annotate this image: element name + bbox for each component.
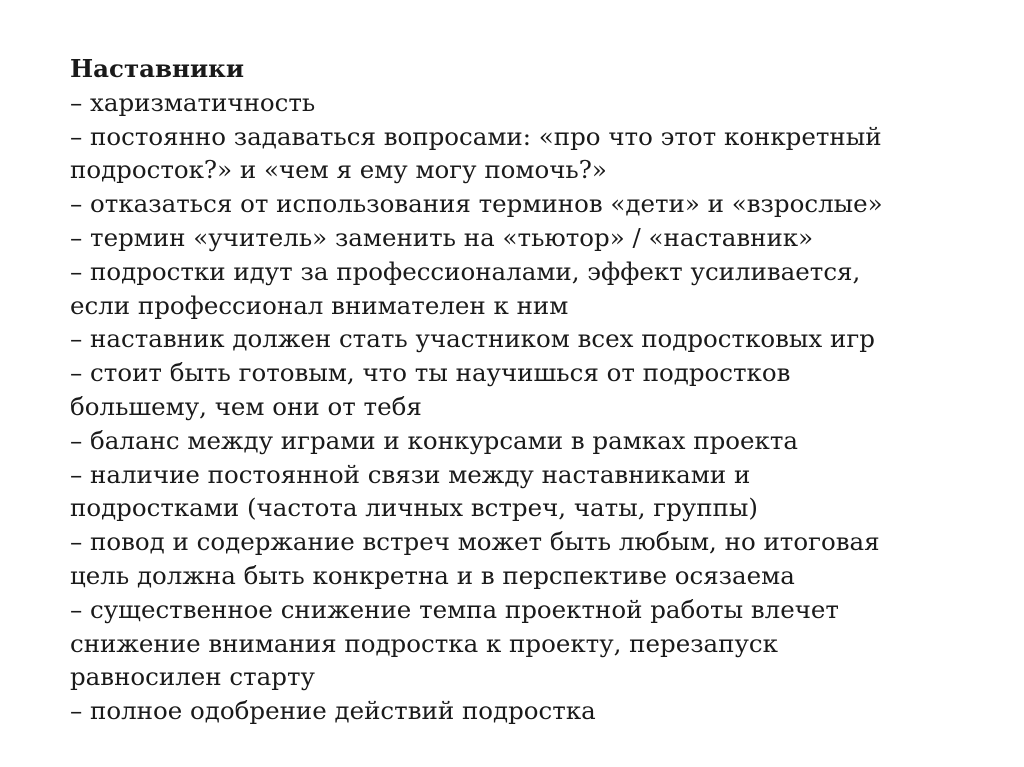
text-line: – харизматичность: [70, 87, 316, 117]
text-line: – отказаться от использования терминов «дети» и «взрослые»: [70, 189, 883, 219]
slide-title: Наставники: [70, 54, 244, 83]
text-line: – полное одобрение действий подростка: [70, 696, 596, 726]
text-line: – стоит быть готовым, что ты научишься от подростков: [70, 358, 791, 388]
text-line: равносилен старту: [70, 662, 315, 692]
text-line: – существенное снижение темпа проектной работы влечет: [70, 594, 839, 624]
slide-content: [70, 52, 970, 728]
text-line: если профессионал внимателен к ним: [70, 290, 569, 320]
text-line: – постоянно задаваться вопросами: «про что этот конкретный: [70, 121, 882, 151]
text-line: снижение внимания подростка к проекту, перезапуск: [70, 628, 778, 658]
text-line: – термин «учитель» заменить на «тьютор» / «наставник»: [70, 222, 814, 252]
text-line: подростками (частота личных встреч, чаты, группы): [70, 493, 758, 523]
text-line: – подростки идут за профессионалами, эффект усиливается,: [70, 256, 861, 286]
text-line: – наставник должен стать участником всех подростковых игр: [70, 324, 875, 354]
text-line: подросток?» и «чем я ему могу помочь?»: [70, 155, 607, 185]
text-line: – баланс между играми и конкурсами в рамках проекта: [70, 425, 799, 455]
text-line: – наличие постоянной связи между наставниками и: [70, 459, 751, 489]
text-line: цель должна быть конкретна и в перспективе осязаема: [70, 560, 795, 590]
text-line: большему, чем они от тебя: [70, 391, 422, 421]
text-line: – повод и содержание встреч может быть любым, но итоговая: [70, 527, 880, 557]
